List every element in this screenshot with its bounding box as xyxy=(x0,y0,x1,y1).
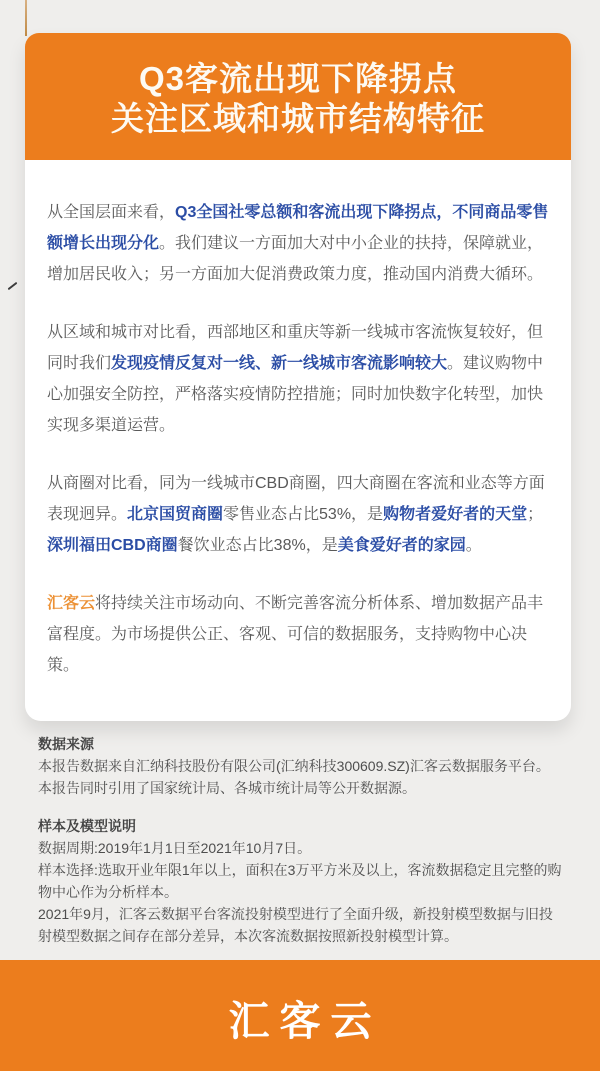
paragraph-district-text-4: 餐饮业态占比38%，是 xyxy=(177,537,338,554)
paragraph-national-text-2: 。我们建议一方面加大对中小企业的扶持，保障就业，增加居民收入；另一方面加大促消费政策力度，推动国内消费大循环。 xyxy=(47,235,544,283)
report-title-line1: Q3客流出现下降拐点 xyxy=(138,59,458,97)
paragraph-district-highlight-beijing: 北京国贸商圈 xyxy=(127,506,224,523)
report-title-line2: 关注区域和城市结构特征 xyxy=(111,99,485,137)
sample-selection-line: 样本选择:选取开业年限1年以上，面积在3万平方米及以上，客流数据稳定且完整的购物中心作为分析样本。 xyxy=(38,862,562,900)
paragraph-region xyxy=(47,317,557,441)
paragraph-district-text-1: 从商圈对比看，同为一线城市CBD商圈，四大商圈在客流和业态等方面表现迥异。 xyxy=(47,475,545,523)
paragraph-region-highlight: 发现疫情反复对一线、新一线城市客流影响较大 xyxy=(111,355,448,372)
sample-model-section xyxy=(38,815,562,947)
paragraph-district-highlight-food: 美食爱好者的家园 xyxy=(337,537,466,554)
footer-brand-logo: 汇客云 xyxy=(228,998,382,1044)
pen-mark-decoration xyxy=(8,282,18,290)
footer-bar xyxy=(0,960,600,1071)
fold-line-decoration xyxy=(25,0,27,36)
paragraph-district-text-5: 。 xyxy=(465,537,482,554)
report-card-header xyxy=(25,33,571,160)
paragraph-national xyxy=(47,197,557,290)
notes-area xyxy=(38,733,562,947)
paragraph-national-highlight: Q3全国社零总额和客流出现下降拐点，不同商品零售额增长出现分化 xyxy=(47,204,549,252)
paragraph-region-text-2: 。建议购物中心加强安全防控，严格落实疫情防控措施；同时加快数字化转型，加快实现多渠道运营。 xyxy=(47,355,544,434)
data-source-line-1: 本报告数据来自汇纳科技股份有限公司(汇纳科技300609.SZ)汇客云数据服务平台。 xyxy=(38,758,550,774)
paragraph-district-text-2: 零售业态占比53%，是 xyxy=(223,506,384,523)
brand-name-highlight: 汇客云 xyxy=(47,595,96,612)
model-upgrade-line: 2021年9月，汇客云数据平台客流投射模型进行了全面升级，新投射模型数据与旧投射模型数据之间存在部分差异，本次客流数据按照新投射模型计算。 xyxy=(38,906,553,944)
paragraph-brand xyxy=(47,588,557,681)
data-source-line-2: 本报告同时引用了国家统计局、各城市统计局等公开数据源。 xyxy=(38,780,416,796)
sample-model-heading: 样本及模型说明 xyxy=(38,818,136,834)
data-period-line: 数据周期:2019年1月1日至2021年10月7日。 xyxy=(38,840,312,856)
paragraph-district xyxy=(47,468,557,561)
paragraph-district-text-3: ； xyxy=(527,506,544,523)
paragraph-region-text-1: 从区域和城市对比看，西部地区和重庆等新一线城市客流恢复较好，但同时我们 xyxy=(47,324,544,372)
paragraph-district-highlight-shoppers: 购物者爱好者的天堂 xyxy=(383,506,528,523)
report-card xyxy=(25,33,571,721)
paragraph-brand-text: 将持续关注市场动向、不断完善客流分析体系、增加数据产品丰富程度。为市场提供公正、客观、可信的数据服务，支持购物中心决策。 xyxy=(47,595,544,674)
paragraph-district-highlight-shenzhen: 深圳福田CBD商圈 xyxy=(47,537,178,554)
data-source-heading: 数据来源 xyxy=(38,736,94,752)
report-card-body xyxy=(25,160,571,721)
data-source-section xyxy=(38,733,562,799)
paragraph-national-text-1: 从全国层面来看， xyxy=(47,204,176,221)
